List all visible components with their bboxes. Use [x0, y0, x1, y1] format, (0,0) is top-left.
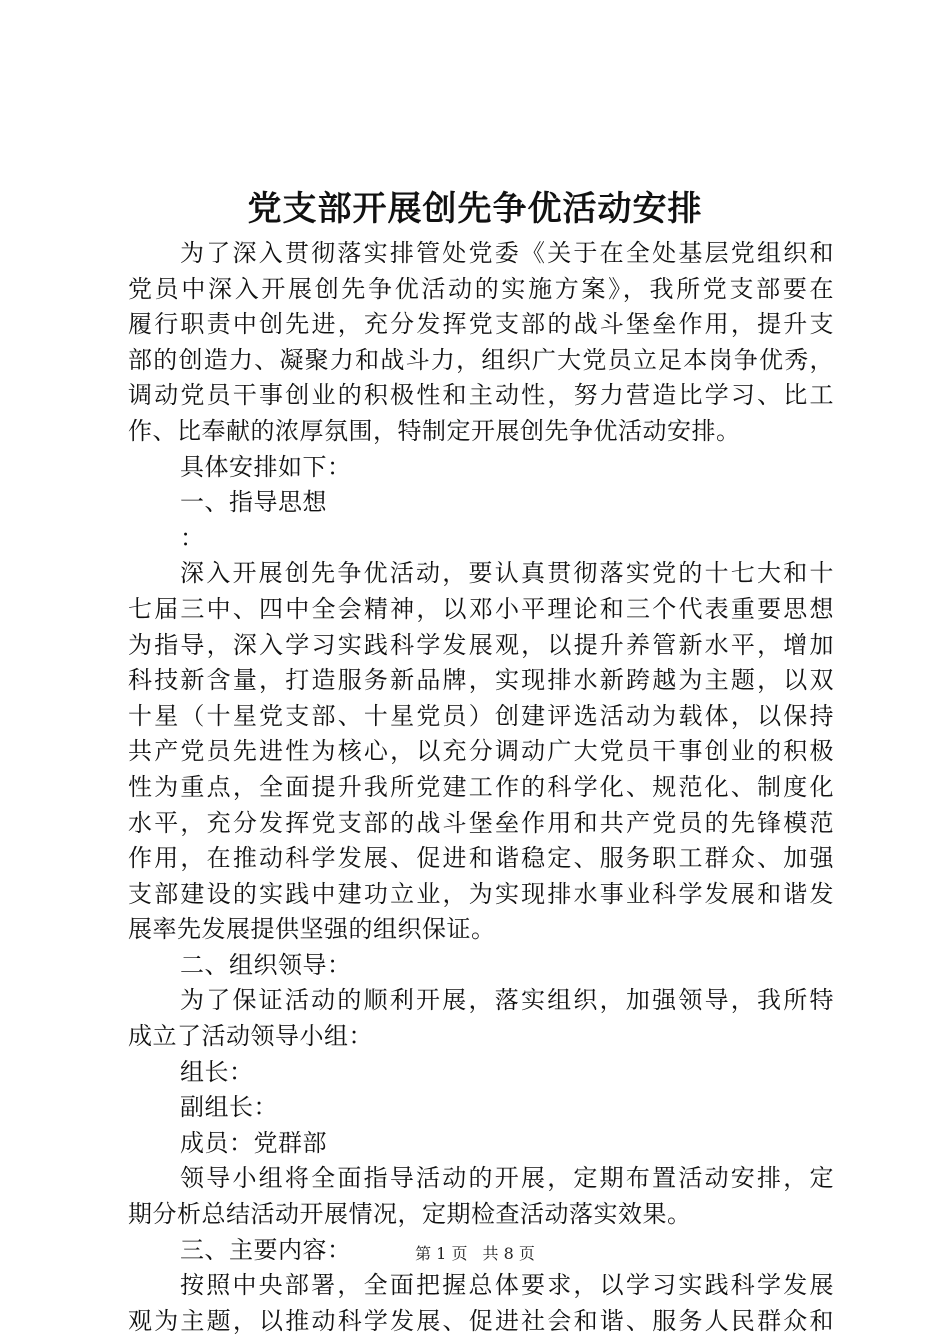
text-line: 为了保证活动的顺利开展，落实组织，加强领导，我所特 [180, 986, 834, 1015]
text-line: 成员：党群部 [180, 1128, 327, 1157]
document-body [128, 236, 834, 1339]
text-line: 为指导，深入学习实践科学发展观，以提升养管新水平，增加 [128, 630, 834, 659]
text-line: 组长： [180, 1057, 254, 1086]
text-line: 七届三中、四中全会精神，以邓小平理论和三个代表重要思想 [128, 594, 834, 623]
text-line: 部的创造力、凝聚力和战斗力，组织广大党员立足本岗争优秀， [128, 345, 834, 374]
page-total: 共 8 页 [482, 1244, 535, 1263]
text-line: 水平，充分发挥党支部的战斗堡垒作用和共产党员的先锋模范 [128, 808, 834, 837]
text-line: 二、组织领导： [180, 950, 352, 979]
text-line: 性为重点，全面提升我所党建工作的科学化、规范化、制度化 [128, 772, 834, 801]
text-line: 作、比奉献的浓厚氛围，特制定开展创先争优活动安排。 [128, 416, 741, 445]
text-line: 调动党员干事创业的积极性和主动性，努力营造比学习、比工 [128, 381, 834, 410]
text-line: 副组长： [180, 1093, 278, 1122]
text-line: 共产党员先进性为核心，以充分调动广大党员干事创业的积极 [128, 737, 834, 766]
text-line: 支部建设的实践中建功立业，为实现排水事业科学发展和谐发 [128, 879, 834, 908]
text-line: 作用，在推动科学发展、促进和谐稳定、服务职工群众、加强 [128, 844, 834, 873]
page-footer [0, 1243, 950, 1265]
text-line: 期分析总结活动开展情况，定期检查活动落实效果。 [128, 1200, 692, 1229]
text-line: 展率先发展提供坚强的组织保证。 [128, 915, 496, 944]
page-title: 党支部开展创先争优活动安排 [247, 189, 703, 229]
text-line: ： [180, 523, 205, 552]
text-line: 履行职责中创先进，充分发挥党支部的战斗堡垒作用，提升支 [128, 310, 834, 339]
text-line: 深入开展创先争优活动，要认真贯彻落实党的十七大和十 [180, 559, 834, 588]
text-line: 十星（十星党支部、十星党员）创建评选活动为载体，以保持 [128, 701, 834, 730]
text-line: 成立了活动领导小组： [128, 1022, 373, 1051]
text-line: 具体安排如下： [180, 452, 352, 481]
text-line: 观为主题，以推动科学发展、促进社会和谐、服务人民群众和 [128, 1306, 834, 1335]
text-line: 领导小组将全面指导活动的开展，定期布置活动安排，定 [180, 1164, 834, 1193]
text-line: 为了深入贯彻落实排管处党委《关于在全处基层党组织和 [180, 239, 834, 267]
text-line: 党员中深入开展创先争优活动的实施方案》，我所党支部要在 [128, 274, 834, 303]
text-line: 一、指导思想 [180, 488, 327, 517]
text-line: 科技新含量，打造服务新品牌，实现排水新跨越为主题，以双 [128, 666, 834, 695]
text-line: 按照中央部署，全面把握总体要求，以学习实践科学发展 [180, 1271, 834, 1300]
text-line: 三、主要内容： [180, 1235, 352, 1264]
page-number: 第 1 页 [415, 1244, 468, 1263]
